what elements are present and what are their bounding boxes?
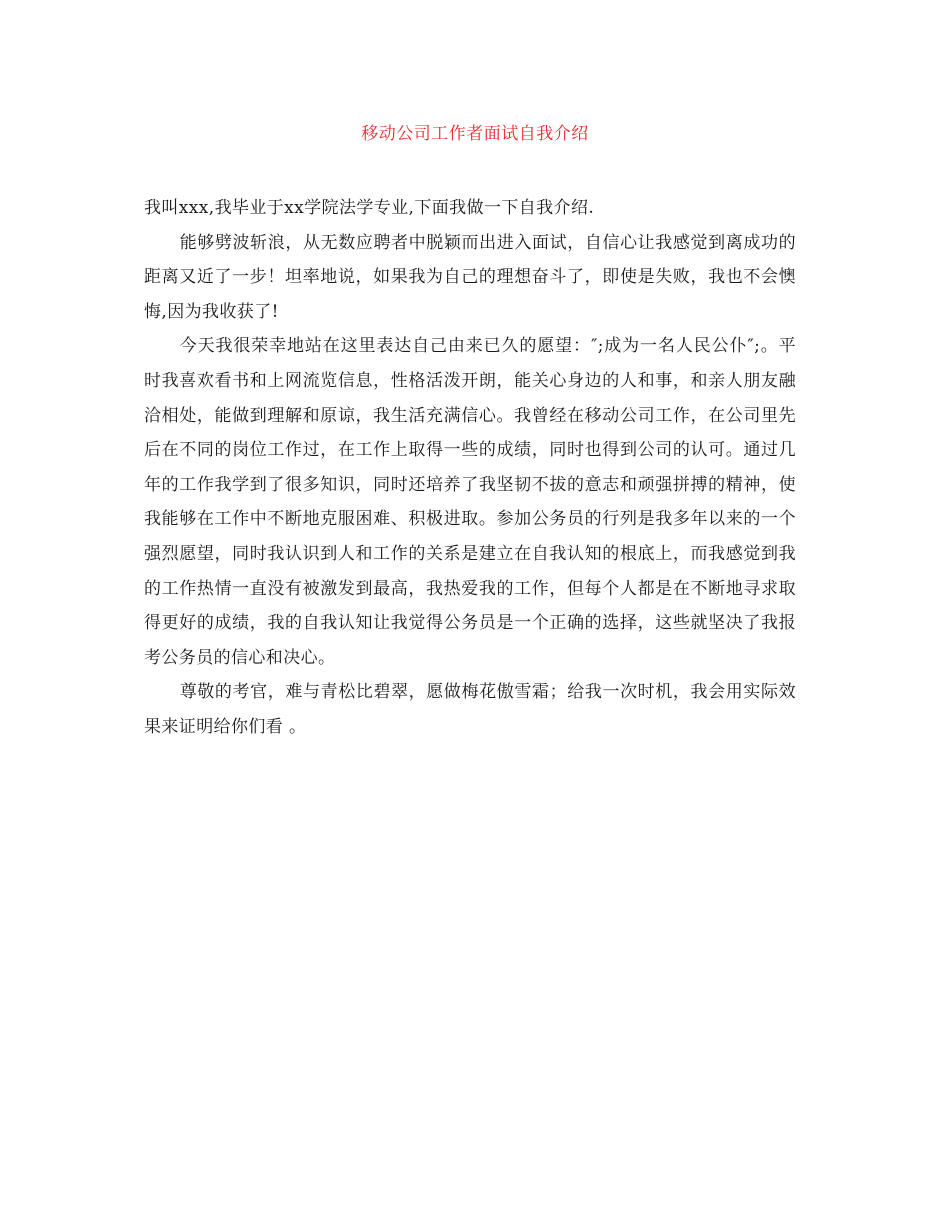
paragraph-confidence: 能够劈波斩浪，从无数应聘者中脱颖而出进入面试，自信心让我感觉到离成功的距离又近了一步！坦率地说，如果我为自己的理想奋斗了，即使是失败，我也不会懊悔,因为我收获了! xyxy=(144,232,796,322)
paragraph-closing: 尊敬的考官，难与青松比碧翠，愿做梅花傲雪霜；给我一次时机，我会用实际效果来证明给你们看 。 xyxy=(144,682,796,737)
paragraph-experience: 今天我很荣幸地站在这里表达自己由来已久的愿望：″;成为一名人民公仆″;。平时我喜欢看书和上网流览信息，性格活泼开朗，能关心身边的人和事，和亲人朋友融洽相处，能做到理解和原谅，我生活充满信心。我曾经在移动公司工作，在公司里先后在不同的岗位工作过，在工作上取得一些的成绩，同时也得到公司的认可。通过几年的工作我学到了很多知识，同时还培养了我坚韧不拔的意志和顽强拼搏的精神，使我能够在工作中不断地克服困难、积极进取。参加公务员的行列是我多年以来的一个强烈愿望，同时我认识到人和工作的关系是建立在自我认知的根底上，而我感觉到我的工作热情一直没有被激发到最高，我热爱我的工作，但每个人都是在不断地寻求取得更好的成绩，我的自我认知让我觉得公务员是一个正确的选择，这些就坚决了我报考公务员的信心和决心。 xyxy=(144,336,796,668)
paragraph-intro: 我叫xxx,我毕业于xx学院法学专业,下面我做一下自我介绍. xyxy=(144,198,595,218)
document-body xyxy=(144,191,796,745)
document-title: 移动公司工作者面试自我介绍 xyxy=(361,124,589,144)
